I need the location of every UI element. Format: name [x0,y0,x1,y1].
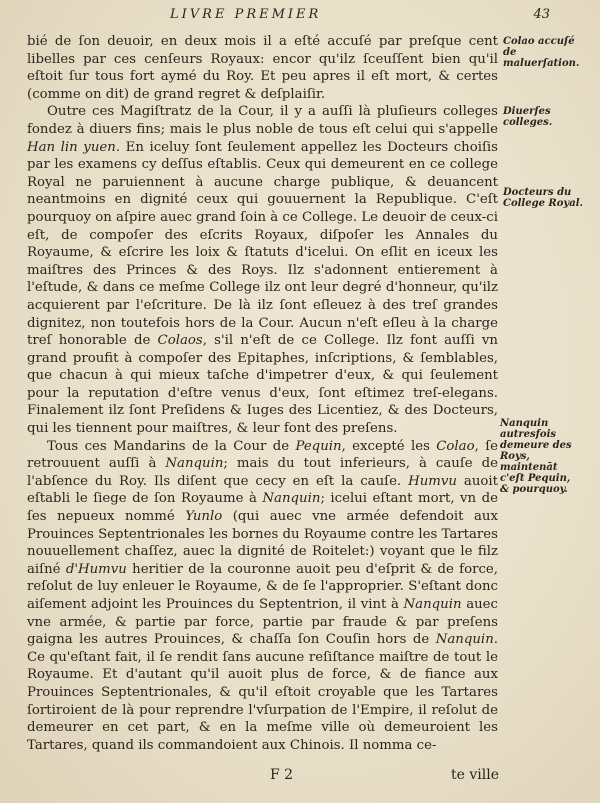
text-run: , excepté les [341,438,437,454]
main-text [27,33,498,754]
text-run: Tous ces Mandarins de la Cour de [47,438,296,454]
italic-term: Han lin yuen [27,139,116,155]
text-run: . En iceluy ſont ſeulement appellez les Docteurs choiſis par les examens cy deſſus eſtablis. Ceux qui demeurent en ce college Royal ne paruiennent à aucune charge publique, & deuancent neantmoins en dignité ceux qui gouuernent la Republique. C'eſt pourquoy on aſpire auec grand ſoin à ce College. Le deuoir de ceux-ci eſt, de compoſer des eſcrits Royaux, diſpoſer les Annales du Royaume, & eſcrire les loix & ſtatuts d'icelui. On eſlit en iceux les maiſtres des Princes & des Roys. Ilz s'adonnent entierement à l'eſtude, & dans ce meſme College ilz ont leur degré d'honneur, qu'ilz acquierent par l'eſcriture. De là ilz ſont eſleuez à des treſ grandes dignitez, non toutefois hors de la Cour. Aucun n'eſt eſleu à la charge treſ honorable de [27,139,498,349]
text-run: auoit eſtabli le ſiege de ſon Royaume à [27,473,498,507]
paragraph [27,103,498,437]
text-run: ; icelui eſtant mort, vn de ſes nepueux nommé [27,491,499,525]
running-head: LIVRE PREMIER [170,7,322,22]
page-header [170,7,550,25]
signature-mark: F 2 [270,767,294,783]
text-run: ; mais du tout inferieurs, à cauſe de l'abſence du Roy. Ils diſent que cecy en eſt la cauſe. [27,456,499,489]
page-number: 43 [533,7,550,22]
text-run: heritier de la couronne auoit peu d'eſprit & de force, reſolut de luy enleuer le Royaume, & de ſe l'approprier. S'eſtant donc aiſement adjoint les Prouinces du Septentrion, il vint à [27,561,498,612]
italic-term: Nanquin [435,632,494,648]
margin-note-colleges: Diuerſes colleges. [503,106,553,128]
italic-term: Colao [436,438,475,454]
paragraph [27,33,498,103]
italic-term: Nanquin [165,456,224,472]
margin-note-colao: Colao accuſé de maluerſation. [503,36,580,69]
margin-note-docteurs: Docteurs du College Royal. [503,187,583,209]
text-run: Outre ces Magiſtratz de la Cour, il y a auſſi là pluſieurs colleges fondez à diuers fins; mais le plus noble de tous eſt celui qui s'appelle [27,104,498,137]
text-run: , s'il n'eſt de ce College. Ilz font auſſi vn grand proufit à compoſer des Epitaphes, inſcriptions, & ſemblables, que chacun à qui mieux taſche d'impetrer d'eux, & qui ſeulement pour la reputation d'eſtre venus d'eux, ſont eſtimez treſ-elegans. Finalement ilz ſont Preſidens & Iuges des Licentiez, & des Docteurs, qui les tiennent pour maiſtres, & leur font des preſens. [27,333,498,437]
margin-note-nanquin: Nanquin autresfois demeure des Roys, maintenāt c'eſt Pequin, & pourquoy. [500,418,572,495]
italic-term: Yunlo [185,509,223,525]
paragraph [27,438,498,755]
italic-term: d'Humvu [65,561,127,577]
text-run: , ſe retrouuent auſſi à [27,438,498,472]
text-run: (qui auec vne armée defendoit aux Prouinces Septentrionales les bornes du Royaume contre les Tartares nouuellement chaſſez, auec la dignité de Roitelet:) voyant que le filz aiſné [27,509,498,577]
text-run: . Ce qu'eſtant fait, il ſe rendit ſans aucune reſiſtance maiſtre de tout le Royaume. Et d'autant qu'il auoit plus de force, & de fiance aux Prouinces Septentrionales, & qu'il eſtoit croyable que les Tartares ſortiroient de là pour reprendre l'vſurpation de l'Empire, il reſolut de demeurer en cet part, & en la meſme ville où demeuroient les Tartares, quand ils commandoient aux Chinois. Il nomma ce- [27,632,498,753]
italic-term: Humvu [408,473,457,489]
catchword: te ville [451,767,499,783]
italic-term: Nanquin [403,597,462,612]
italic-term: Colaos [157,333,203,349]
text-run: auec vne armée, & partie par force, partie par fraude & par preſens gaigna les autres Prouinces, & chaſſa ſon Couſin hors de [27,597,498,648]
italic-term: Nanquin [262,491,321,507]
text-run: bié de ſon deuoir, en deux mois il a eſté accuſé par preſque cent libelles par ces cenſeurs Royaux: encor qu'ilz ſceuſſent bien qu'il eſtoit ſur tous fort aymé du Roy. Et peu apres il eſt mort, & certes (comme on dit) de grand regret & deſplaiſir. [27,34,498,102]
italic-term: Pequin [295,438,342,454]
